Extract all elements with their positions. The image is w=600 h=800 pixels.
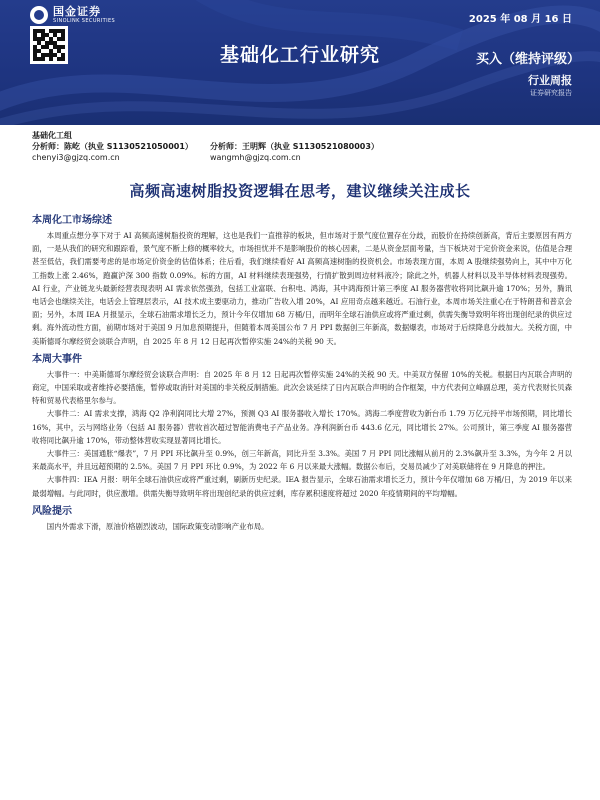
analyst-block xyxy=(32,130,572,163)
analyst-email[interactable]: chenyi3@gjzq.com.cn xyxy=(32,153,120,162)
event-paragraph: 大事件三：美国通胀“爆表”，7 月 PPI 环比飙升至 0.9%，创三年新高，同比升至 3.3%。美国 7 月 PPI 同比涨幅从前月的 2.3%飙升至 3.3%，为今年 2 月以来最高水平，并且远超预期的 2.5%。美国 7 月 PPI 环比 0.9%，为 2022 年 6 月以来最大涨幅。数据公布后，交易员减少了对美联储将在 9 月降息的押注。 xyxy=(32,449,572,472)
brand-name: 国金证券 xyxy=(53,5,101,18)
report-header-band xyxy=(0,0,600,125)
section-title-risk: 风险提示 xyxy=(32,505,72,517)
overview-paragraph: 本周重点想分享下对于 AI 高频高速树脂投资的理解，这也是我们一直推荐的板块，但市场对于景气度位置存在分歧，而股价在持续创新高，背后主要原因有两方面，一是从我们的研究和跟踪看，景气度不断上修的概率较大，市场担忧并不是影响股价的核心因素，二是从资金层面考量，当下板块对于定价资金来说，估值是合理甚至低估，我们需要考虑的是市场定价资金的估值体系；往后看，我们继续看好 AI 高频高速树脂的投资机会。市场表现方面，本周 A 股继续强势向上，其中中万化工指数上涨 2.46%，跑赢沪深 300 指数 0.09%。标的方面，AI 材料继续表现强势，行情扩散到周边材料液冷；除此之外，机器人材料以及半导体材料表现强势。AI 行业，产业链龙头最新经营表现表明 AI 需求依然强劲，包括工业富联、台积电、鸿海，其中鸿海预计第三季度 AI 服务器营收将同比飙升逾 170%；另外，腾讯电话会也继续关注，电话会上管理层表示，AI 技术成主要驱动力，推动广告收入增 20%，AI 应用奇点越来越近。石油行业，本周市场关注重心在于特朗普和普京会面；另外，本周 IEA 月报显示，全球石油需求增长乏力，预计今年仅增加 68 万桶/日，而明年全球石油供应或将严重过剩，供需失衡导致明年将出现创纪录的供应过剩。海外流动性方面，前期市场对于美国 9 月加息预期提升，但随着本周美国公布 7 月 PPI 数据创三年新高，数据爆表，市场对于后续降息分歧加大。关税方面，中美斯德哥尔摩经贸会谈联合声明，自 2025 年 8 月 12 日起再次暂停实施 24%的关税 90 天。 xyxy=(32,231,572,346)
analyst-email[interactable]: wangmh@gjzq.com.cn xyxy=(210,153,301,162)
section-title-events: 本周大事件 xyxy=(32,353,82,365)
risk-paragraph: 国内外需求下滑，原油价格剧烈波动，国际政策变动影响产业布局。 xyxy=(46,521,269,531)
report-title: 基础化工行业研究 xyxy=(219,44,380,66)
report-kind: 行业周报 xyxy=(528,74,572,87)
report-type: 证券研究报告 xyxy=(530,89,572,97)
analyst-line: 分析师：陈屹（执业 S1130521050001） xyxy=(32,142,193,151)
report-body xyxy=(32,211,572,533)
brand-logo xyxy=(30,6,115,24)
event-paragraph: 大事件二：AI 需求支撑，鸿海 Q2 净利润同比大增 27%，预测 Q3 AI 服务器收入增长 170%。鸿海二季度营收为新台币 1.79 万亿元持平市场预期，同比增长 16%，其中，云与网络业务（包括 AI 服务器）营收首次超过智能消费电子产品业务。净利润新台币 443.6 亿元，同比增长 27%。公司预计，第三季度 AI 服务器营收将同比飙升逾 170%，带动整体营收实现显著同比增长。 xyxy=(32,409,572,445)
event-paragraph: 大事件一：中美斯德哥尔摩经贸会谈联合声明：自 2025 年 8 月 12 日起再次暂停实施 24%的关税 90 天。中美双方保留 10%的关税。根据日内瓦联合声明的商定，中国采取或者维持必要措施，暂停或取消针对美国的非关税反制措施。此次会谈延续了日内瓦联合声明的合作框架，中方代表何立峰副总理，美方代表财长贝森特和贸易代表格里尔参与。 xyxy=(32,369,572,406)
report-date: 2025 年 08 月 16 日 xyxy=(468,14,572,25)
brand-name-en: SINOLINK SECURITIES xyxy=(53,18,116,24)
analyst-card xyxy=(210,141,388,163)
event-paragraph: 大事件四：IEA 月报：明年全球石油供应或将严重过剩，刷新历史纪录。IEA 报告显示，全球石油需求增长乏力，预计今年仅增加 68 万桶/日，为 2019 年以来最弱增幅。与此同时，供应激增。供需失衡导致明年将出现创纪录的供应过剩，库存累积速度将超过 2020 年疫情期间的平均增幅。 xyxy=(32,475,572,498)
rating-badge: 买入（维持评级） xyxy=(475,52,580,67)
analyst-line: 分析师：王明辉（执业 S1130521080003） xyxy=(210,142,379,151)
analyst-card xyxy=(32,141,210,163)
sector-group: 基础化工组 xyxy=(32,131,72,140)
brand-logo-icon xyxy=(30,6,48,24)
section-title-overview: 本周化工市场综述 xyxy=(32,215,112,226)
report-headline: 高频高速树脂投资逻辑在思考，建议继续关注成长 xyxy=(129,182,471,200)
